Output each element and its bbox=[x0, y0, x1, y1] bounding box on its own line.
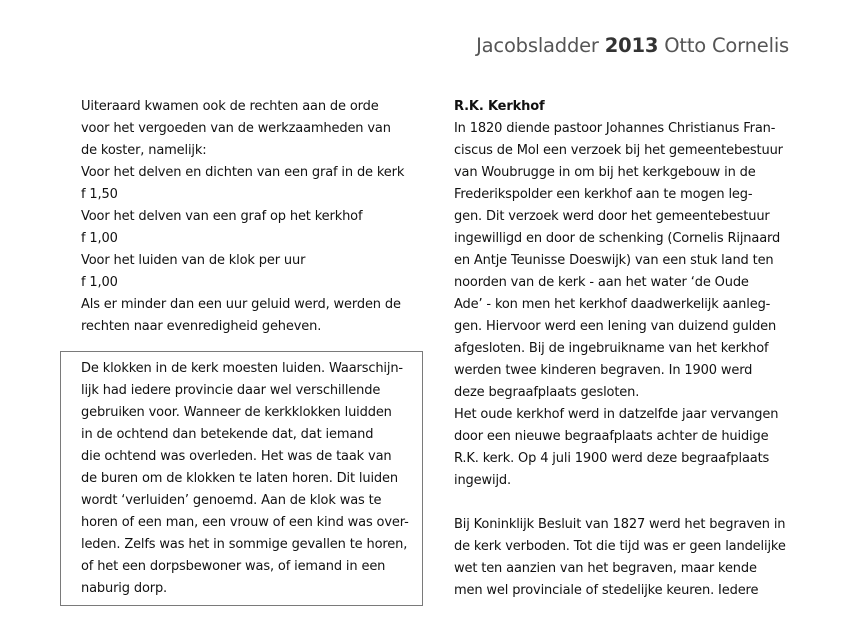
right-line: de kerk verboden. Tot die tijd was er geen landelijke bbox=[454, 539, 786, 554]
left-line: Voor het luiden van de klok per uur bbox=[81, 253, 306, 268]
left-line: Uiteraard kwamen ook de rechten aan de orde bbox=[81, 99, 379, 114]
sidebar-box bbox=[60, 351, 423, 606]
header-author: Otto Cornelis bbox=[664, 34, 789, 57]
header-title: Jacobsladder bbox=[476, 34, 599, 57]
left-line: de koster, namelijk: bbox=[81, 143, 207, 158]
right-line: van Woubrugge in om bij het kerkgebouw in de bbox=[454, 165, 756, 180]
right-line: men wel provinciale of stedelijke keuren. Iedere bbox=[454, 583, 759, 598]
box-line: lijk had iedere provincie daar wel verschillende bbox=[81, 383, 381, 398]
paragraph-gap bbox=[454, 492, 794, 514]
right-line: afgesloten. Bij de ingebruikname van het kerkhof bbox=[454, 341, 769, 356]
left-line: f 1,00 bbox=[81, 275, 118, 290]
left-line: voor het vergoeden van de werkzaamheden van bbox=[81, 121, 391, 136]
right-line: ciscus de Mol een verzoek bij het gemeentebestuur bbox=[454, 143, 783, 158]
right-line: R.K. kerk. Op 4 juli 1900 werd deze begraafplaats bbox=[454, 451, 770, 466]
left-line: rechten naar evenredigheid geheven. bbox=[81, 319, 322, 334]
right-line: gen. Hiervoor werd een lening van duizend gulden bbox=[454, 319, 777, 334]
header-year: 2013 bbox=[604, 34, 659, 57]
box-line: of het een dorpsbewoner was, of iemand in een bbox=[81, 559, 386, 574]
left-line: f 1,00 bbox=[81, 231, 118, 246]
right-line: Ade’ - kon men het kerkhof daadwerkelijk aanleg- bbox=[454, 297, 771, 312]
box-line: horen of een man, een vrouw of een kind was over- bbox=[81, 515, 409, 530]
box-line: wordt ‘verluiden’ genoemd. Aan de klok was te bbox=[81, 493, 382, 508]
left-line: Als er minder dan een uur geluid werd, werden de bbox=[81, 297, 401, 312]
right-line: gen. Dit verzoek werd door het gemeentebestuur bbox=[454, 209, 770, 224]
right-line: door een nieuwe begraafplaats achter de huidige bbox=[454, 429, 769, 444]
right-line: Het oude kerkhof werd in datzelfde jaar vervangen bbox=[454, 407, 779, 422]
right-line: en Antje Teunisse Doeswijk) van een stuk land ten bbox=[454, 253, 774, 268]
right-line: deze begraafplaats gesloten. bbox=[454, 385, 640, 400]
box-line: die ochtend was overleden. Het was de taak van bbox=[81, 449, 392, 464]
right-line: ingewijd. bbox=[454, 473, 511, 488]
left-line: Voor het delven van een graf op het kerkhof bbox=[81, 209, 363, 224]
right-column bbox=[454, 96, 794, 602]
box-line: De klokken in de kerk moesten luiden. Waarschijn- bbox=[81, 361, 403, 376]
right-line: Bij Koninklijk Besluit van 1827 werd het begraven in bbox=[454, 517, 786, 532]
right-line: noorden van de kerk - aan het water ‘de Oude bbox=[454, 275, 749, 290]
left-line: Voor het delven en dichten van een graf in de kerk bbox=[81, 165, 405, 180]
left-column bbox=[81, 96, 421, 338]
box-line: gebruiken voor. Wanneer de kerkklokken luidden bbox=[81, 405, 392, 420]
box-line: in de ochtend dan betekende dat, dat iemand bbox=[81, 427, 374, 442]
right-line: In 1820 diende pastoor Johannes Christianus Fran- bbox=[454, 121, 776, 136]
page-header bbox=[476, 34, 789, 57]
right-line: ingewilligd en door de schenking (Cornelis Rijnaard bbox=[454, 231, 781, 246]
section-heading: R.K. Kerkhof bbox=[454, 99, 545, 114]
box-line: leden. Zelfs was het in sommige gevallen te horen, bbox=[81, 537, 408, 552]
right-line: Frederikspolder een kerkhof aan te mogen leg- bbox=[454, 187, 753, 202]
box-line: naburig dorp. bbox=[81, 581, 168, 596]
right-line: werden twee kinderen begraven. In 1900 werd bbox=[454, 363, 753, 378]
right-line: wet ten aanzien van het begraven, maar kende bbox=[454, 561, 757, 576]
left-line: f 1,50 bbox=[81, 187, 118, 202]
box-line: de buren om de klokken te laten horen. Dit luiden bbox=[81, 471, 398, 486]
